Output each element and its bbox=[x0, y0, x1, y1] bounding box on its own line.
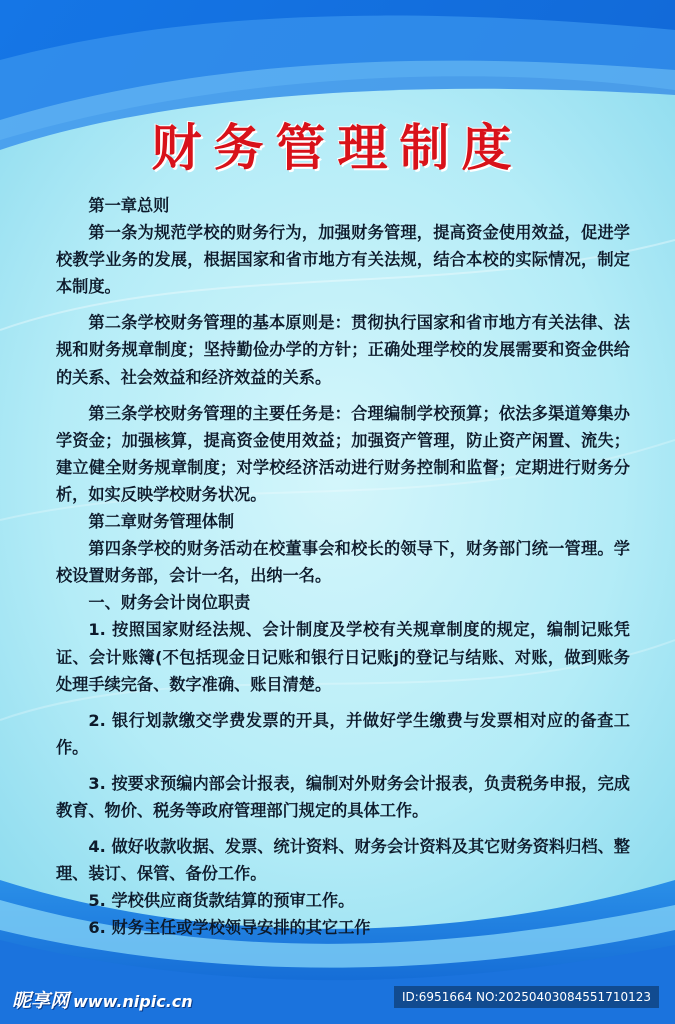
article-paragraph: 第二条学校财务管理的基本原则是：贯彻执行国家和省市地方有关法律、法规和财务规章制度；坚持勤俭办学的方针；正确处理学校的发展需要和资金供给的关系、社会效益和经济效益的关系。 bbox=[56, 313, 630, 387]
watermark-brand: 昵享网 bbox=[12, 990, 70, 1012]
article-paragraph: 第一条为规范学校的财务行为，加强财务管理，提高资金使用效益，促进学校教学业务的发展，根据国家和省市地方有关法规，结合本校的实际情况，制定本制度。 bbox=[56, 223, 630, 297]
chapter-heading: 第二章财务管理体制 bbox=[88, 512, 235, 532]
article-paragraph: 第四条学校的财务活动在校董事会和校长的领导下，财务部门统一管理。学校设置财务部，会计一名，出纳一名。 bbox=[56, 539, 630, 586]
duty-item: 5. 学校供应商货款结算的预审工作。 bbox=[88, 891, 355, 911]
duty-item: 6. 财务主任或学校领导安排的其它工作 bbox=[88, 918, 371, 938]
regulation-body bbox=[56, 192, 630, 941]
page-title: 财务管理制度 bbox=[151, 118, 524, 177]
duty-item: 1. 按照国家财经法规、会计制度及学校有关规章制度的规定，编制记账凭证、会计账簿(不包括现金日记账和银行日记账j的登记与结账、对账，做到账务处理手续完备、数字准确、账目清楚。 bbox=[56, 620, 630, 694]
watermark-url: www.nipic.cn bbox=[73, 992, 193, 1011]
watermark-logo bbox=[12, 986, 193, 1013]
section-heading: 一、财务会计岗位职责 bbox=[88, 593, 251, 613]
article-paragraph: 第三条学校财务管理的主要任务是：合理编制学校预算；依法多渠道筹集办学资金；加强核算，提高资金使用效益；加强资产管理，防止资产闲置、流失；建立健全财务规章制度；对学校经济活动进行财务控制和监督；定期进行财务分析，如实反映学校财务状况。 bbox=[56, 403, 630, 504]
chapter-heading: 第一章总则 bbox=[88, 196, 170, 215]
watermark-id: ID:6951664 NO:20250403084551710123 bbox=[394, 986, 659, 1008]
duty-item: 4. 做好收款收据、发票、统计资料、财务会计资料及其它财务资料归档、整理、装订、保管、备份工作。 bbox=[56, 837, 630, 884]
duty-item: 2. 银行划款缴交学费发票的开具，并做好学生缴费与发票相对应的备查工作。 bbox=[56, 710, 630, 757]
duty-item: 3. 按要求预编内部会计报表，编制对外财务会计报表，负责税务申报，完成教育、物价、税务等政府管理部门规定的具体工作。 bbox=[56, 773, 630, 820]
